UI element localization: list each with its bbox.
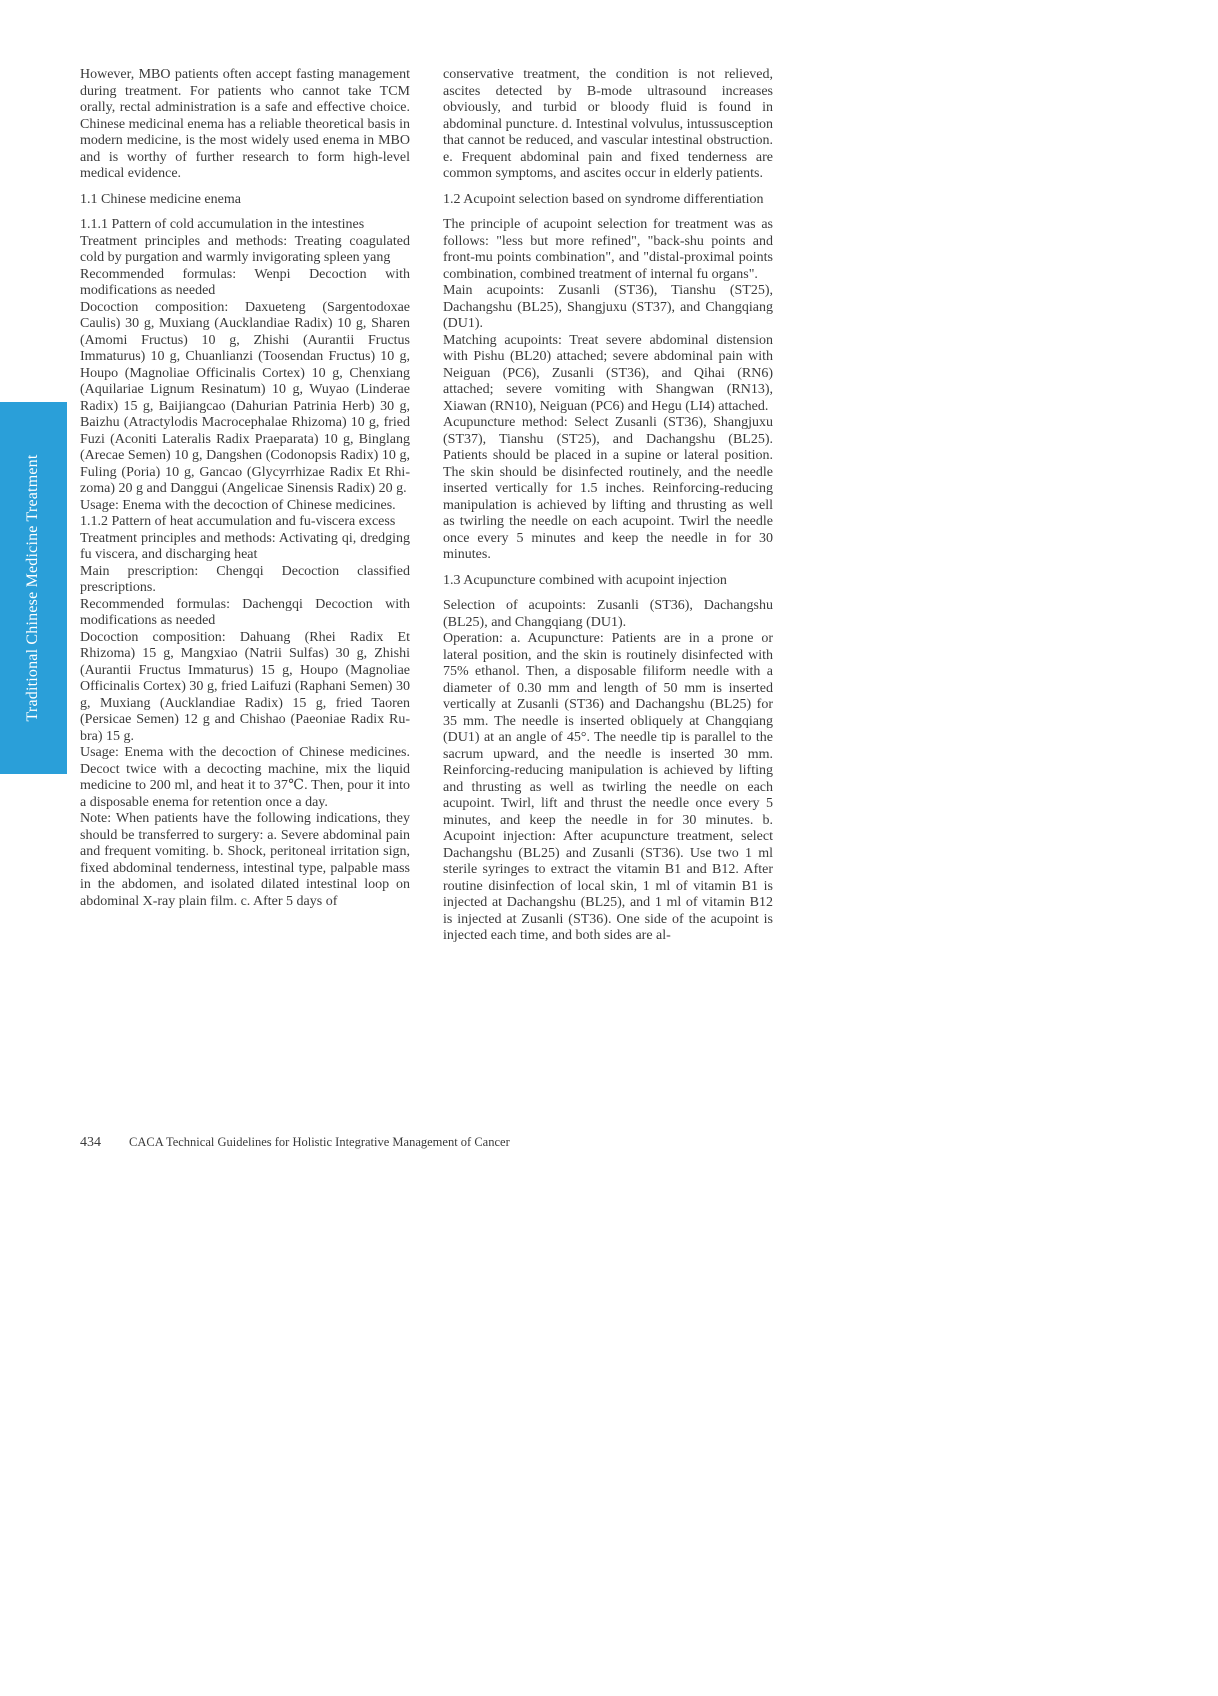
left-column xyxy=(80,67,410,910)
heat-treatment-principles: Treatment principles and methods: Activating qi, dredging fu viscera, and discharging heat xyxy=(80,530,410,562)
page-footer xyxy=(80,1135,510,1151)
book-title: CACA Technical Guidelines for Holistic Integrative Management of Cancer xyxy=(129,1135,510,1149)
heat-main-prescription: Main prescription: Chengqi Decoction classified prescriptions. xyxy=(80,563,410,595)
section-heading-1-3: 1.3 Acupuncture combined with acupoint injection xyxy=(443,572,727,588)
intro-paragraph: However, MBO patients often accept fasting management during treatment. For patients who cannot take TCM orally, rectal administration is a safe and effective choice. Chinese medicinal enema has a reliable theoretical basis in modern medicine, is the most widely used enema in MBO and is worthy of further research to form high-level medical evidence. xyxy=(80,67,410,181)
heat-usage: Usage: Enema with the decoction of Chinese medicines. Decoct twice with a decocting machine, mix the liquid medicine to 200 ml, and heat it to 37℃. Then, pour it into a disposable enema for retention once a day. xyxy=(80,745,410,810)
section-heading-1-2: 1.2 Acupoint selection based on syndrome differentiation xyxy=(443,191,764,207)
acupoint-selection: Selection of acupoints: Zusanli (ST36), Dachangshu (BL25), and Changqiang (DU1). xyxy=(443,598,773,630)
acupuncture-method: Acupuncture method: Select Zusanli (ST36), Shangjuxu (ST37), Tianshu (ST25), and Dachangshu (BL25). Patients should be placed in a supine or lateral position. The skin should be disinfected routinely, and the needle inserted vertically for 1.5 inches. Reinforcing-reducing manipulation is achieved by lifting and thrusting as well as twirling the needle on each acupoint. Twirl the needle once every 5 minutes and keep the needle in for 30 minutes. xyxy=(443,415,773,562)
acupoint-selection-principle: The principle of acupoint selection for treatment was as follows: "less but more refined", "back-shu points and front-mu points combination", and "distal-proximal points combination, combined treatment of internal fu organs". xyxy=(443,217,773,282)
cold-treatment-principles: Treatment principles and methods: Treating coagulated cold by purgation and warmly invigorating spleen yang xyxy=(80,233,410,265)
cold-usage: Usage: Enema with the decoction of Chinese medicines. xyxy=(80,497,396,513)
section-heading-1-1: 1.1 Chinese medicine enema xyxy=(80,191,241,207)
page-number: 434 xyxy=(80,1135,101,1150)
matching-acupoints: Matching acupoints: Treat severe abdominal distension with Pishu (BL20) attached; severe abdominal pain with Neiguan (PC6), Zusanli (ST36), and Qihai (RN6) attached; severe vomiting with Shangwan (RN13), Xiawan (RN10), Neiguan (PC6) and Hegu (LI4) attached. xyxy=(443,332,773,414)
heat-decoction-composition: Docoction composition: Dahuang (Rhei Radix Et Rhizoma) 15 g, Mangxiao (Natrii Sulfas) 30 g, Zhishi (Aurantii Fructus Immaturus) 15 g, Houpo (Magnoliae Officinalis Cortex) 30 g, fried Laifuzi (Raphani Semen) 30 g, Muxiang (Aucklandiae Radix) 15 g, fried Taoren (Persicae Semen) 12 g and Chishao (Paeoniae Radix Rubra) 15 g. xyxy=(80,629,410,744)
surgery-note: Note: When patients have the following indications, they should be transferred to surgery: a. Severe abdominal pain and frequent vomiting. b. Shock, peritoneal irritation sign, fixed abdominal tenderness, intestinal type, palpable mass in the abdomen, and isolated dilated intestinal loop on abdominal X-ray plain film. c. After 5 days of xyxy=(80,811,410,909)
subsection-heading-1-1-2: 1.1.2 Pattern of heat accumulation and fu-viscera excess xyxy=(80,514,396,529)
subsection-heading-1-1-1: 1.1.1 Pattern of cold accumulation in the intestines xyxy=(80,217,365,232)
heat-recommended-formulas: Recommended formulas: Dachengqi Decoction with modifications as needed xyxy=(80,596,410,628)
operation-paragraph: Operation: a. Acupuncture: Patients are in a prone or lateral position, and the skin is routinely disinfected with 75% ethanol. Then, a disposable filiform needle with a diameter of 0.30 mm and length of 50 mm is inserted vertically at Zusanli (ST36) and Dachangshu (BL25) for 35 mm. The needle is inserted obliquely at Changqiang (DU1) at an angle of 45°. The needle tip is parallel to the sacrum upward, and the needle is inserted 30 mm. Reinforcing-reducing manipulation is achieved by lifting and thrusting as well as twirling the needle on each acupoint. Twirl, lift and thrust the needle once every 5 minutes, and keep the needle in for 30 minutes. b. Acupoint injection: After acupuncture treatment, select Dachangshu (BL25) and Zusanli (ST36). Use two 1 ml sterile syringes to extract the vitamin B1 and B12. After routine disinfection of local skin, 1 ml of vitamin B1 is injected at Dachangshu (BL25), and 1 ml of vitamin B12 is injected at Zusanli (ST36). One side of the acupoint is injected each time, and both sides are al- xyxy=(443,631,773,943)
surgery-note-continued: conservative treatment, the condition is not relieved, ascites detected by B-mode ultrasound increases obviously, and turbid or bloody fluid is found in abdominal puncture. d. Intestinal volvulus, intussusception that cannot be reduced, and vascular intestinal obstruction. e. Frequent abdominal pain and fixed tenderness are common symptoms, and ascites occur in elderly patients. xyxy=(443,67,773,181)
cold-recommended-formulas: Recommended formulas: Wenpi Decoction with modifications as needed xyxy=(80,266,410,298)
main-acupoints: Main acupoints: Zusanli (ST36), Tianshu (ST25), Dachangshu (BL25), Shangjuxu (ST37), and Changqiang (DU1). xyxy=(443,283,773,331)
side-tab-label: Traditional Chinese Medicine Treatment xyxy=(24,454,41,722)
right-column xyxy=(443,67,773,945)
cold-decoction-composition: Docoction composition: Daxueteng (Sargentodoxae Caulis) 30 g, Muxiang (Aucklandiae Radix) 10 g, Sharen (Amomi Fructus) 10 g, Zhishi (Aurantii Fructus Immaturus) 10 g, Chuanlianzi (Toosendan Fructus) 10 g, Houpo (Magnoliae Officinalis Cortex) 10 g, Chenxiang (Aquilariae Lignum Resinatum) 10 g, Wuyao (Linderae Radix) 15 g, Baijiangcao (Dahurian Patrinia Herb) 30 g, Baizhu (Atractylodis Macrocephalae Rhizoma) 10 g, fried Fuzi (Aconiti Lateralis Radix Praeparata) 10 g, Binglang (Arecae Semen) 10 g, Dangshen (Codonopsis Radix) 10 g, Fuling (Poria) 10 g, Gancao (Glycyrrhizae Radix Et Rhizoma) 20 g and Danggui (Angelicae Sinensis Radix) 20 g. xyxy=(80,299,410,496)
